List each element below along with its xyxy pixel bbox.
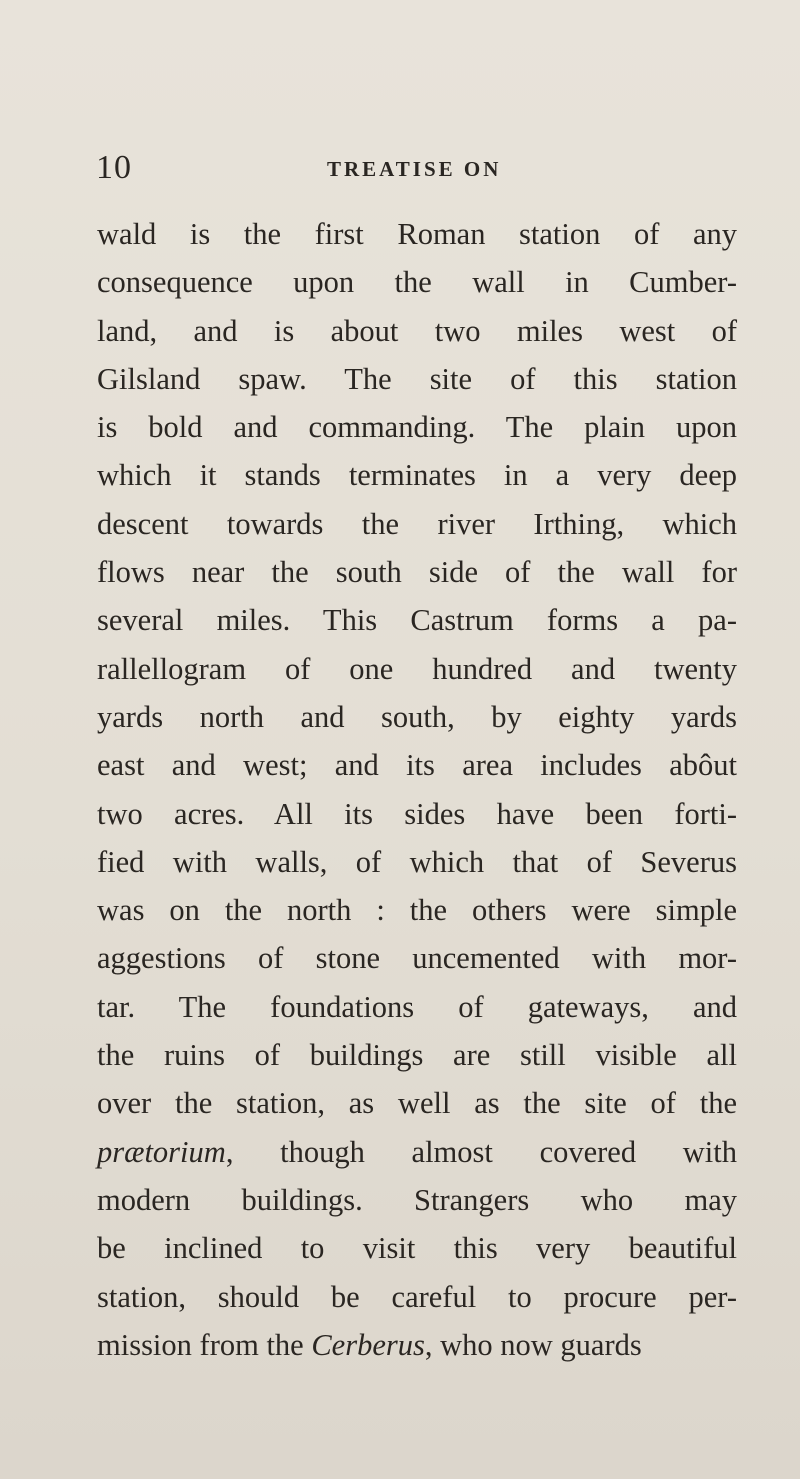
text-line: Gilsland spaw. The site of this station — [97, 361, 737, 396]
text-line: is bold and commanding. The plain upon — [97, 410, 737, 445]
italic-term: Cerberus — [311, 1327, 425, 1362]
text-line: tar. The foundations of gateways, and — [97, 989, 737, 1024]
text-line: over the station, as well as the site of the — [97, 1086, 737, 1121]
text-line: was on the north : the others were simple — [97, 893, 737, 928]
text-line: modern buildings. Strangers who may — [97, 1182, 737, 1217]
text-line: several miles. This Castrum forms a pa- — [97, 603, 737, 638]
text-line: station, should be careful to procure per- — [97, 1279, 737, 1314]
text-fragment: , who now guards — [424, 1327, 642, 1362]
page-number: 10 — [96, 149, 132, 186]
running-head — [0, 148, 800, 188]
text-line: aggestions of stone uncemented with mor- — [97, 941, 737, 976]
text-line: fied with walls, of which that of Severus — [97, 844, 737, 879]
text-line: wald is the first Roman station of any — [97, 217, 737, 251]
text-line-with-italic — [97, 1321, 737, 1369]
text-line-with-italic — [97, 1128, 737, 1176]
text-fragment: mission from the — [97, 1327, 312, 1362]
text-line: land, and is about two miles west of — [97, 313, 737, 348]
text-line: east and west; and its area includes abôut — [97, 748, 737, 783]
text-line: yards north and south, by eighty yards — [97, 699, 737, 734]
italic-term: prætorium — [97, 1134, 226, 1169]
text-line: consequence upon the wall in Cumber- — [97, 265, 737, 300]
text-line: be inclined to visit this very beautiful — [97, 1231, 737, 1266]
body-text — [97, 210, 737, 1369]
text-line: two acres. All its sides have been forti- — [97, 796, 737, 831]
text-line: descent towards the river Irthing, which — [97, 506, 737, 541]
text-fragment: , though almost covered with — [225, 1134, 737, 1169]
text-line: flows near the south side of the wall for — [97, 555, 737, 590]
running-title: TREATISE ON — [327, 157, 502, 181]
text-line: which it stands terminates in a very deep — [97, 458, 737, 493]
text-line: rallellogram of one hundred and twenty — [97, 651, 737, 686]
text-line: the ruins of buildings are still visible all — [97, 1038, 737, 1073]
